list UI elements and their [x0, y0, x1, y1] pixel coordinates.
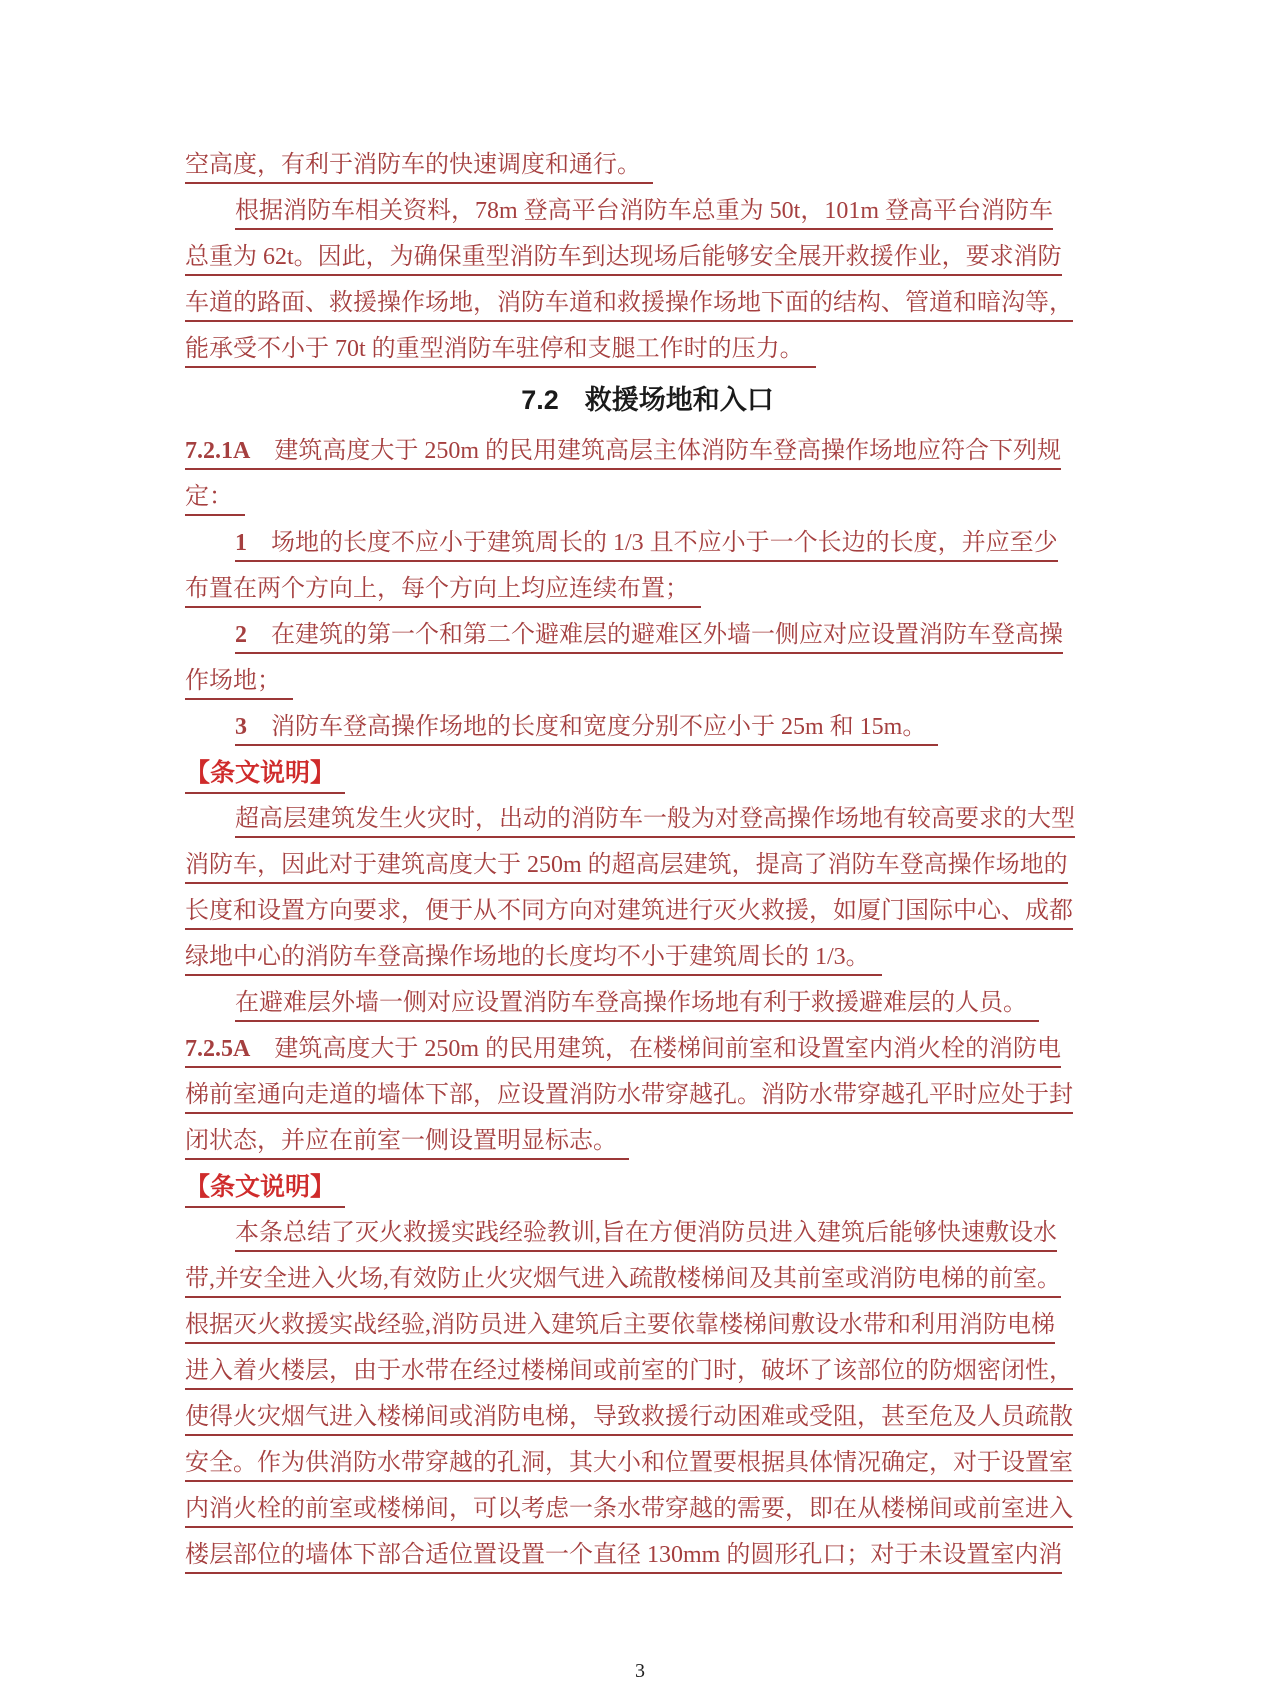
text-line: [185, 428, 1110, 474]
text-line: [185, 842, 1110, 888]
text-line-content: 7.2.1A 建筑高度大于 250m 的民用建筑高层主体消防车登高操作场地应符合下列规: [185, 438, 1061, 470]
text-line: [185, 1440, 1110, 1486]
text-line-content: 超高层建筑发生火灾时，出动的消防车一般为对登高操作场地有较高要求的大型: [235, 806, 1075, 838]
text-line: [185, 888, 1110, 934]
text-line-content: 在避难层外墙一侧对应设置消防车登高操作场地有利于救援避难层的人员。: [235, 990, 1039, 1022]
text-line-content: 3 消防车登高操作场地的长度和宽度分别不应小于 25m 和 15m。: [235, 714, 938, 746]
text-line: [185, 1302, 1110, 1348]
text-line: [185, 1118, 1110, 1164]
text-line-content: 进入着火楼层，由于水带在经过楼梯间或前室的门时，破坏了该部位的防烟密闭性，: [185, 1358, 1073, 1390]
text-line-content: 布置在两个方向上，每个方向上均应连续布置；: [185, 576, 701, 608]
text-line-content: 2 在建筑的第一个和第二个避难层的避难区外墙一侧应对应设置消防车登高操: [235, 622, 1063, 654]
paragraph: [185, 1210, 1110, 1578]
text-line: [185, 188, 1110, 234]
text-line-content: 本条总结了灭火救援实践经验教训,旨在方便消防员进入建筑后能够快速敷设水: [235, 1220, 1057, 1252]
text-line-content: 根据消防车相关资料，78m 登高平台消防车总重为 50t，101m 登高平台消防车: [235, 198, 1053, 230]
text-line-content: 7.2.5A 建筑高度大于 250m 的民用建筑，在楼梯间前室和设置室内消火栓的消防电: [185, 1036, 1061, 1068]
text-line: [185, 474, 1110, 520]
section-heading: [185, 372, 1110, 428]
text-line-content: 车道的路面、救援操作场地，消防车道和救援操作场地下面的结构、管道和暗沟等，: [185, 290, 1073, 322]
paragraph: [185, 142, 1110, 188]
text-line: [185, 796, 1110, 842]
text-line: [185, 566, 1110, 612]
section-number: 7.2: [521, 385, 559, 415]
paragraph: [185, 188, 1110, 372]
clause-number: 7.2.1A: [185, 438, 251, 464]
commentary-label-line: [185, 1164, 1110, 1210]
text-line-content: 长度和设置方向要求，便于从不同方向对建筑进行灭火救援，如厦门国际中心、成都: [185, 898, 1073, 930]
text-line: [185, 658, 1110, 704]
text-line: [185, 1210, 1110, 1256]
text-line: [185, 326, 1110, 372]
text-line: [185, 1348, 1110, 1394]
commentary-label: 【条文说明】: [185, 1173, 345, 1208]
text-line: [185, 1072, 1110, 1118]
text-line-content: 带,并安全进入火场,有效防止火灾烟气进入疏散楼梯间及其前室或消防电梯的前室。: [185, 1266, 1061, 1298]
text-line-content: 空高度，有利于消防车的快速调度和通行。: [185, 152, 653, 184]
clause-number: 2: [235, 622, 247, 648]
text-line: [185, 1256, 1110, 1302]
text-line-content: 总重为 62t。因此，为确保重型消防车到达现场后能够安全展开救援作业，要求消防: [185, 244, 1062, 276]
text-line: [185, 612, 1110, 658]
text-line: [185, 142, 1110, 188]
text-line: [185, 704, 1110, 750]
text-line: [185, 520, 1110, 566]
paragraph: [185, 520, 1110, 612]
text-line-content: 楼层部位的墙体下部合适位置设置一个直径 130mm 的圆形孔口；对于未设置室内消: [185, 1542, 1062, 1574]
commentary-label-line: [185, 750, 1110, 796]
text-line-content: 梯前室通向走道的墙体下部，应设置消防水带穿越孔。消防水带穿越孔平时应处于封: [185, 1082, 1073, 1114]
clause-number: 3: [235, 714, 247, 740]
commentary-label: 【条文说明】: [185, 759, 345, 794]
clause-number: 1: [235, 530, 247, 556]
text-line-content: 使得火灾烟气进入楼梯间或消防电梯，导致救援行动困难或受阻，甚至危及人员疏散: [185, 1404, 1073, 1436]
section-title: 救援场地和入口: [584, 385, 774, 415]
text-line: [185, 234, 1110, 280]
text-line: [185, 1532, 1110, 1578]
text-line-content: 内消火栓的前室或楼梯间，可以考虑一条水带穿越的需要，即在从楼梯间或前室进入: [185, 1496, 1073, 1528]
paragraph: [185, 428, 1110, 520]
paragraph: [185, 1026, 1110, 1164]
paragraph: [185, 796, 1110, 980]
paragraph: [185, 612, 1110, 704]
text-line: [185, 934, 1110, 980]
paragraph: [185, 980, 1110, 1026]
text-line: [185, 280, 1110, 326]
text-line-content: 1 场地的长度不应小于建筑周长的 1/3 且不应小于一个长边的长度，并应至少: [235, 530, 1058, 562]
text-line: [185, 980, 1110, 1026]
text-line-content: 安全。作为供消防水带穿越的孔洞，其大小和位置要根据具体情况确定，对于设置室: [185, 1450, 1073, 1482]
text-line-content: 绿地中心的消防车登高操作场地的长度均不小于建筑周长的 1/3。: [185, 944, 882, 976]
text-line-content: 消防车，因此对于建筑高度大于 250m 的超高层建筑，提高了消防车登高操作场地的: [185, 852, 1068, 884]
text-line: [185, 1026, 1110, 1072]
text-line-content: 定：: [185, 484, 245, 516]
text-line-content: 根据灭火救援实战经验,消防员进入建筑后主要依靠楼梯间敷设水带和利用消防电梯: [185, 1312, 1055, 1344]
paragraph: [185, 704, 1110, 750]
document-content: [185, 142, 1110, 1578]
text-line-content: 作场地；: [185, 668, 293, 700]
text-line: [185, 1486, 1110, 1532]
page-number: 3: [635, 1660, 645, 1682]
text-line: [185, 1394, 1110, 1440]
text-line-content: 能承受不小于 70t 的重型消防车驻停和支腿工作时的压力。: [185, 336, 816, 368]
clause-number: 7.2.5A: [185, 1036, 251, 1062]
text-line-content: 闭状态，并应在前室一侧设置明显标志。: [185, 1128, 629, 1160]
